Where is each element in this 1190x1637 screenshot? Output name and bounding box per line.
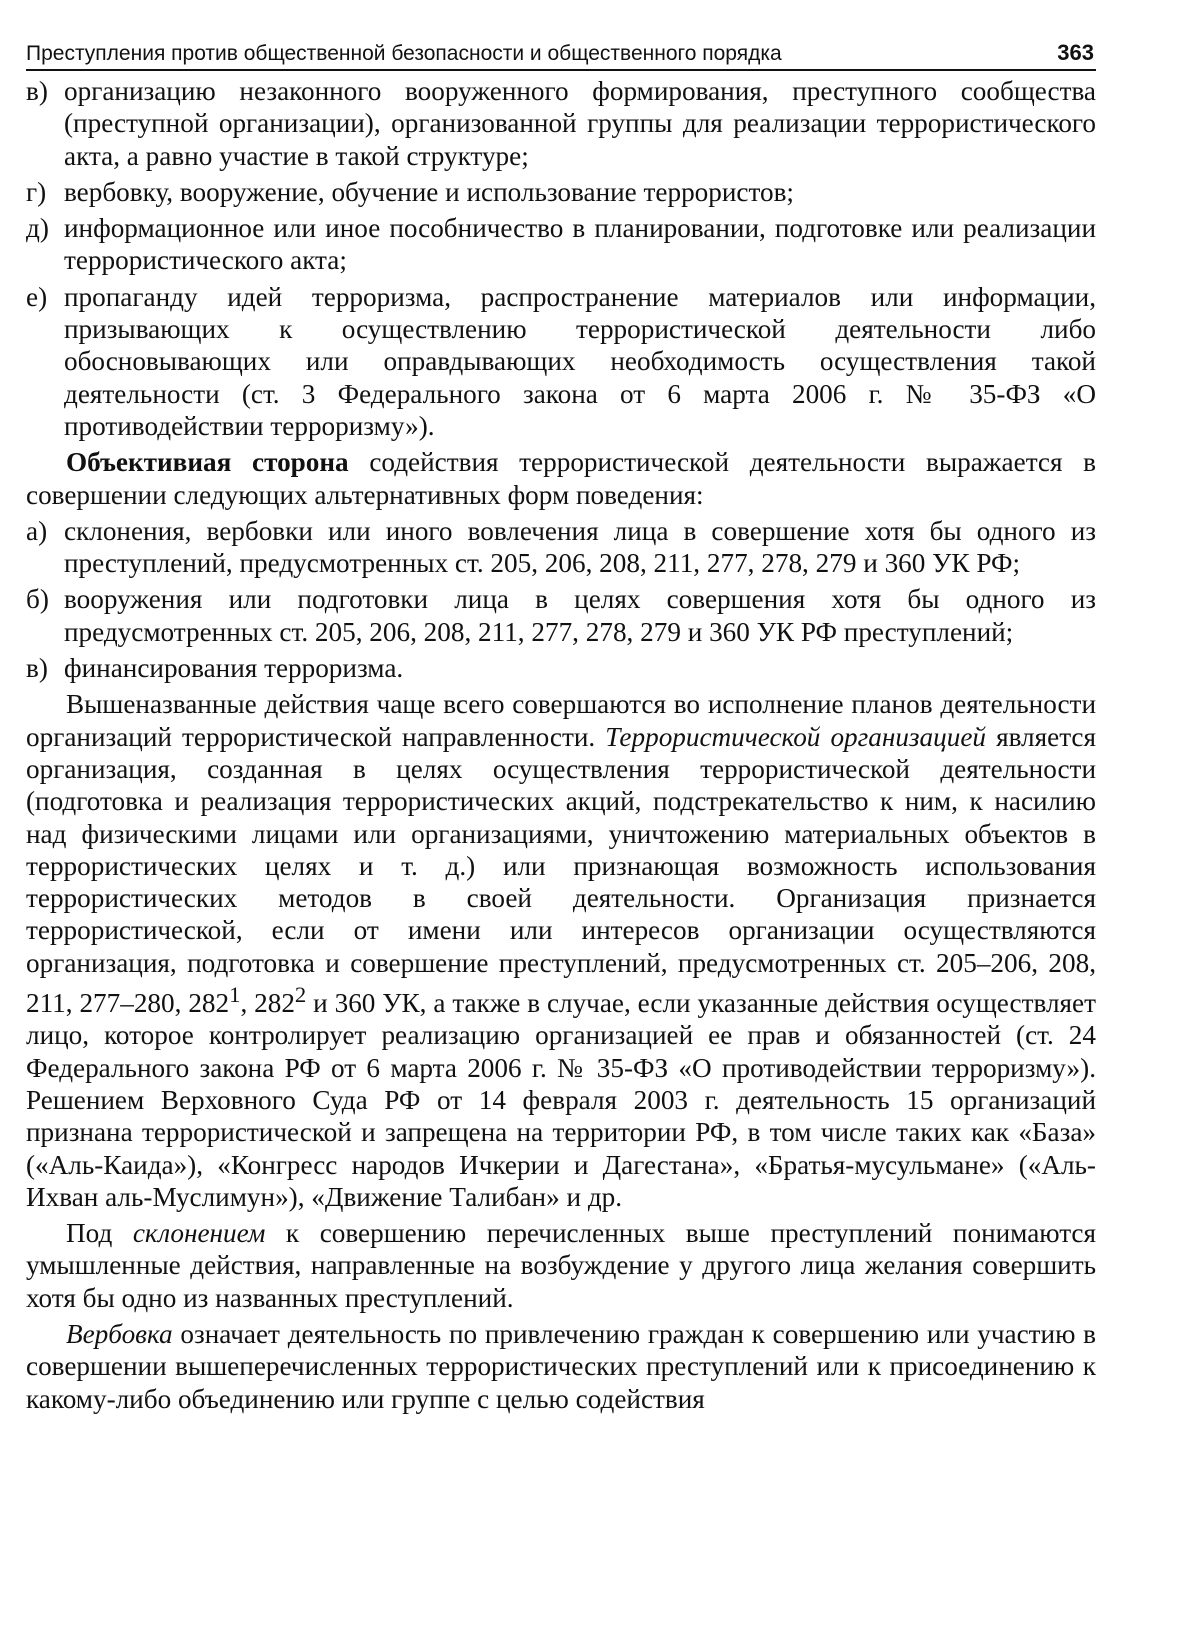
paragraph-text: Вышеназванные действия чаще всего совершаются во исполнение планов деятельности организаций террористической направленности.	[26, 689, 1096, 752]
list-item-text: склонения, вербовки или иного вовлечения лица в совершение хотя бы одного из преступлений, предусмотренных ст. 205, 206, 208, 211, 277, 278, 279 и 360 УК РФ;	[64, 515, 1096, 579]
paragraph-text: , 282	[240, 988, 295, 1019]
italic-term: Террористической организацией	[605, 721, 986, 752]
superscript: 1	[229, 982, 241, 1008]
paragraph-text: означает деятельность по привлечению граждан к совершению или участию в совершении вышеперечисленных террористических преступлений или к присоединению к какому-либо объединению или группе с целью содействия	[26, 1319, 1096, 1414]
list-item-text: информационное или иное пособничество в планировании, подготовке или реализации террористического акта;	[64, 213, 1096, 276]
list-item-label: г)	[26, 176, 47, 207]
list-item-text: вербовку, вооружение, обучение и использование террористов;	[64, 176, 794, 207]
list-item	[26, 583, 1096, 648]
running-header	[26, 40, 1096, 71]
paragraph-inducement	[26, 1217, 1096, 1314]
list-item-text: организацию незаконного вооруженного формирования, преступного сообщества (преступной организации), организованной группы для реализации террористического акта, а равно участие в такой структуре;	[64, 76, 1096, 171]
paragraph-terrorist-organization	[26, 688, 1096, 1213]
paragraph-text: является организация, созданная в целях осуществления террористической деятельности (подготовка и реализация террористических акций, подстрекательство к ним, к насилию над физическими лицами или организациями, уничтожению материальных объектов в террористических целях и т. д.) или признающая возможность использования террористических методов в своей деятельности. Организация признается террористической, если от имени или интересов организации осуществляются организация, подготовка и совершение преступлений, предусмотренных ст. 205–206, 208, 211, 277–280, 282	[26, 721, 1096, 1019]
paragraph-text: Под	[66, 1218, 133, 1249]
list-item	[26, 652, 1096, 684]
list-item-text: пропаганду идей терроризма, распространение материалов или информации, призывающих к осуществлению террористической деятельности либо обосновывающих или оправдывающих необходимость осуществления такой деятельности (ст. 3 Федерального закона от 6 марта 2006 г. № 35-ФЗ «О противодействии терроризму»).	[64, 281, 1096, 441]
italic-term: склонением	[132, 1218, 266, 1249]
list-item-label: а)	[26, 515, 48, 546]
list-item	[26, 176, 1096, 208]
list-item-label: е)	[26, 281, 48, 312]
list-item	[26, 212, 1096, 277]
book-page	[26, 40, 1096, 1415]
list-item	[26, 281, 1096, 442]
list-item-label: б)	[26, 584, 49, 615]
page-body	[26, 75, 1096, 1415]
list-item	[26, 75, 1096, 172]
running-header-title: Преступления против общественной безопасности и общественного порядка	[26, 42, 782, 65]
paragraph-text: к совершению перечисленных выше преступлений понимаются умышленные действия, направленные на возбуждение у другого лица желания совершить хотя бы одно из названных преступлений.	[26, 1218, 1096, 1313]
page-number: 363	[1057, 40, 1094, 65]
bold-term: Объективиая сторона	[66, 447, 349, 478]
superscript: 2	[294, 982, 307, 1008]
list-item-label: в)	[26, 76, 48, 106]
list-item-label: в)	[26, 653, 48, 684]
paragraph-text: и 360 УК, а также в случае, если указанные действия осуществляет лицо, которое контролирует реализацию организацией ее прав и обязанностей (ст. 24 Федерального закона РФ от 6 марта 2006 г. № 35-ФЗ «О противодействии терроризму»). Решением Верховного Суда РФ от 14 февраля 2003 г. деятельность 15 организаций признана террористической и запрещена на территории РФ, в том числе таких как «База» («Аль-Каида»), «Конгресс народов Ичкерии и Дагестана», «Братья-мусульмане» («Аль-Ихван аль-Муслимун»), «Движение Талибан» и др.	[26, 988, 1096, 1212]
paragraph-text: содействия террористической деятельности выражается в совершении следующих альтернативных форм поведения:	[26, 447, 1097, 510]
paragraph-recruitment	[26, 1318, 1096, 1415]
list-item-text: финансирования терроризма.	[64, 653, 404, 684]
list-item-text: вооружения или подготовки лица в целях совершения хотя бы одного из предусмотренных ст. 205, 206, 208, 211, 277, 278, 279 и 360 УК РФ преступлений;	[64, 584, 1096, 647]
list-item	[26, 515, 1096, 580]
list-item-label: д)	[26, 213, 49, 244]
paragraph-objective-side	[26, 446, 1096, 511]
italic-term: Вербовка	[66, 1319, 173, 1350]
